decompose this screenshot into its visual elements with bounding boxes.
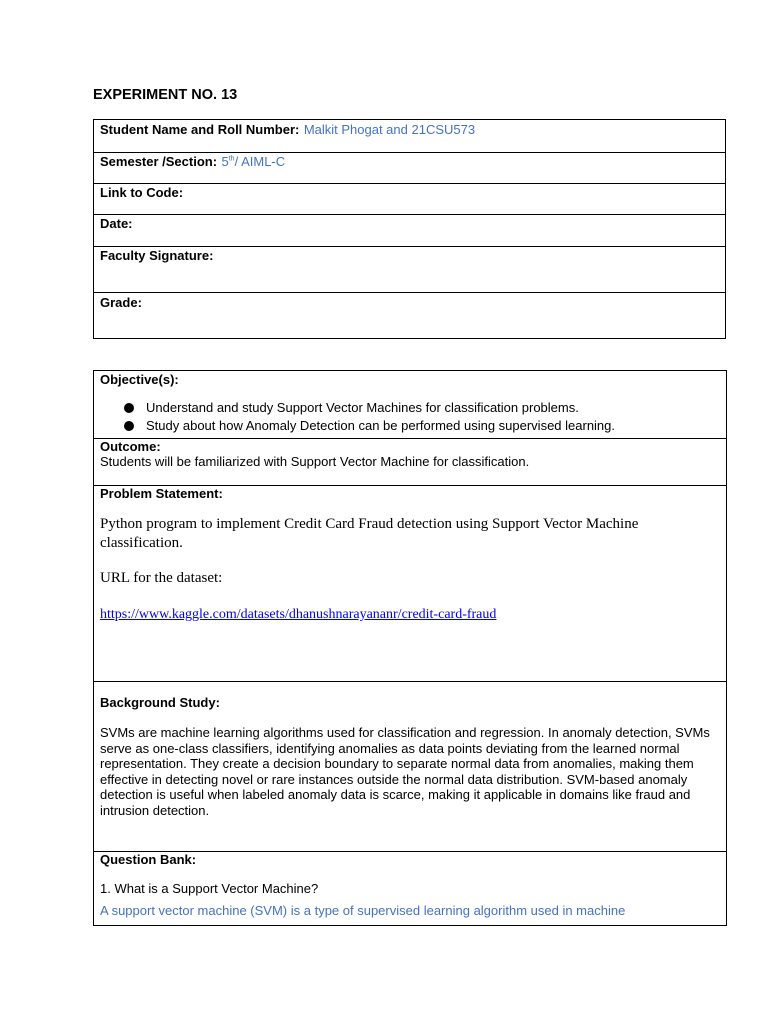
bullet-icon: [124, 403, 134, 413]
dataset-url-label: URL for the dataset:: [100, 570, 223, 586]
question-1: 1. What is a Support Vector Machine?: [100, 881, 319, 896]
semester-number: 5: [221, 154, 229, 169]
link-label: Link to Code:: [100, 185, 184, 200]
grade-row: [94, 292, 725, 338]
semester-row: [94, 152, 725, 183]
background-label: Background Study:: [100, 695, 220, 710]
signature-row: [94, 246, 725, 292]
objective-item: [100, 399, 720, 417]
experiment-details-table: [93, 370, 727, 926]
problem-statement-section: [94, 485, 726, 681]
signature-label: Faculty Signature:: [100, 248, 214, 263]
semester-value: [222, 154, 286, 169]
semester-section: / AIML-C: [234, 154, 286, 169]
objective-item: [100, 417, 720, 435]
background-study-section: [94, 681, 726, 851]
student-row: [94, 120, 725, 152]
objectives-label: Objective(s):: [100, 372, 179, 387]
student-value: Malkit Phogat and 21CSU573: [303, 122, 476, 137]
grade-label: Grade:: [100, 295, 142, 310]
outcome-text: Students will be familiarized with Support Vector Machine for classification.: [100, 454, 530, 469]
question-bank-label: Question Bank:: [100, 852, 197, 867]
problem-label: Problem Statement:: [100, 486, 223, 501]
date-row: [94, 214, 725, 246]
student-label: Student Name and Roll Number:: [100, 122, 300, 137]
objectives-section: [94, 371, 726, 438]
objective-text: Understand and study Support Vector Machines for classification problems.: [146, 400, 579, 415]
background-text: SVMs are machine learning algorithms used for classification and regression. In anomaly detection, SVMs serve as one-class classifiers, identifying anomalies as data points deviating from the learned normal representation. They create a decision boundary to separate normal data from anomalies, making them effective in detecting novel or rare instances outside the normal data distribution. SVM-based anomaly detection is useful when labeled anomaly data is scarce, making it applicable in domains like fraud and intrusion detection.: [100, 725, 710, 818]
objective-text: Study about how Anomaly Detection can be performed using supervised learning.: [146, 418, 616, 433]
objectives-list: [100, 399, 720, 435]
dataset-link[interactable]: https://www.kaggle.com/datasets/dhanushnarayananr/credit-card-fraud: [100, 607, 497, 622]
semester-label: Semester /Section:: [100, 154, 218, 169]
outcome-label: Outcome:: [100, 439, 161, 454]
problem-text: Python program to implement Credit Card Fraud detection using Support Vector Machine classification.: [100, 516, 639, 551]
student-info-table: [93, 119, 726, 339]
link-row: [94, 183, 725, 214]
bullet-icon: [124, 421, 134, 431]
answer-1: A support vector machine (SVM) is a type of supervised learning algorithm used in machine: [100, 902, 626, 918]
question-bank-section: [94, 851, 726, 925]
experiment-heading: EXPERIMENT NO. 13: [93, 87, 238, 103]
outcome-section: [94, 438, 726, 485]
semester-suffix: th: [228, 155, 235, 163]
date-label: Date:: [100, 216, 133, 231]
